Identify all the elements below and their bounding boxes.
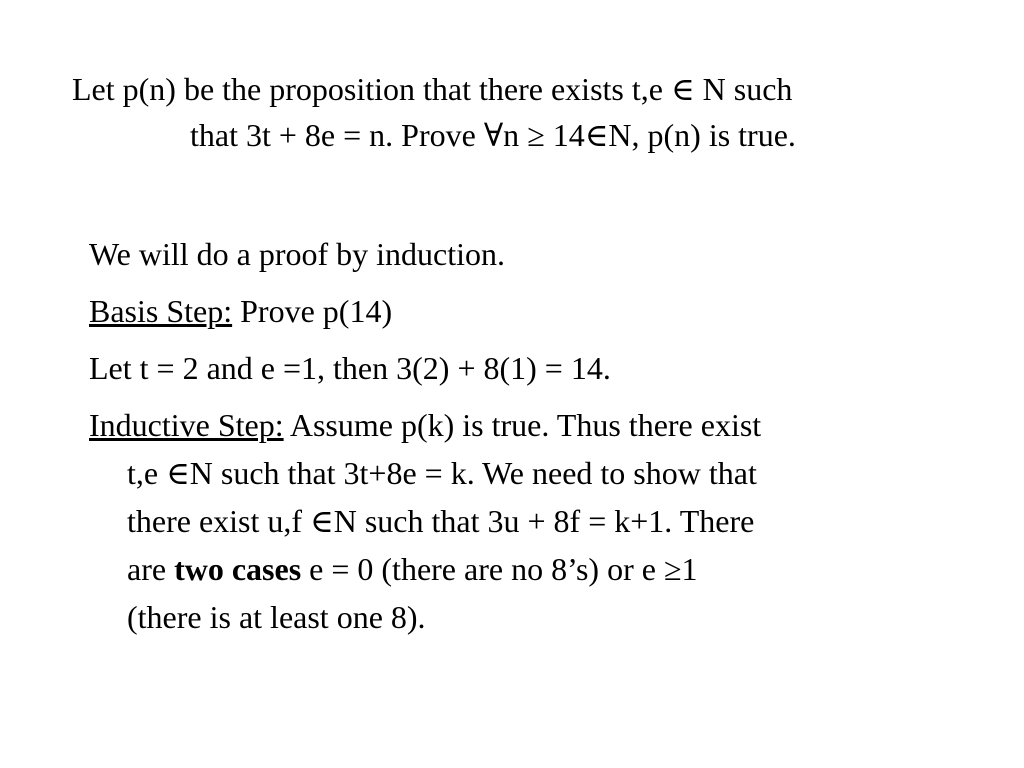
basis-step-text: Prove p(14) [232, 293, 393, 329]
inductive-step-heading: Inductive Step: [89, 407, 284, 443]
inductive-step-paragraph [89, 401, 949, 641]
slide-body [89, 230, 949, 650]
title-line-2: that 3t + 8e = n. Prove ∀n ≥ 14∈N, p(n) is true. [190, 117, 796, 153]
basis-step-paragraph [89, 287, 949, 335]
inductive-step-line-5: (there is at least one 8). [127, 599, 426, 635]
inductive-step-line-2: t,e ∈N such that 3t+8e = k. We need to show that [127, 455, 757, 491]
inductive-step-line-4 [89, 545, 949, 593]
title-line-1: Let p(n) be the proposition that there exists t,e ∈ N such [72, 71, 793, 107]
slide-title [72, 66, 992, 158]
inductive-step-line-3: there exist u,f ∈N such that 3u + 8f = k+1. There [127, 503, 755, 539]
line-4-suffix: e = 0 (there are no 8’s) or e ≥1 [301, 551, 698, 587]
inductive-step-line-1: Assume p(k) is true. Thus there exist [283, 407, 762, 443]
basis-detail-paragraph: Let t = 2 and e =1, then 3(2) + 8(1) = 14. [89, 350, 611, 386]
line-4-prefix: are [127, 551, 175, 587]
two-cases-bold: two cases [174, 551, 302, 587]
basis-step-heading: Basis Step: [89, 293, 233, 329]
intro-paragraph: We will do a proof by induction. [89, 236, 506, 272]
